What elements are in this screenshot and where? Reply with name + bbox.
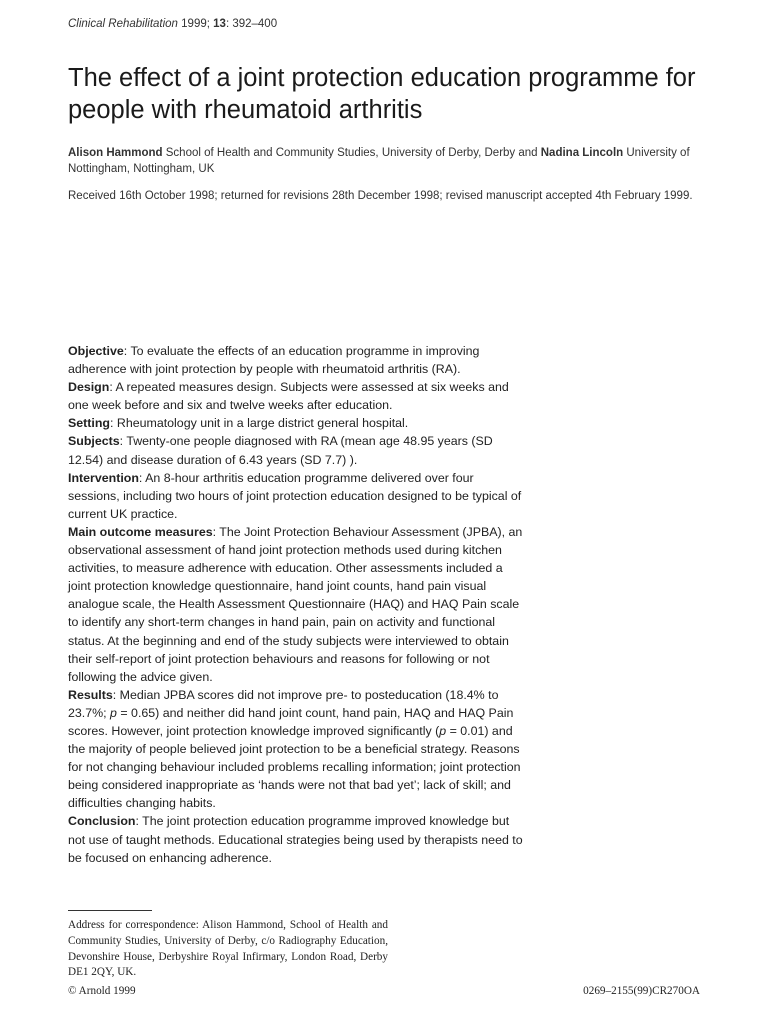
journal-volume: 13	[213, 18, 226, 30]
section-label: Objective	[68, 344, 124, 358]
section-label: Results	[68, 687, 113, 702]
section-text: : The Joint Protection Behaviour Assessment (JPBA), an observational assessment of hand joint protection methods used during kitchen activities, to measure adherence with education. Other assessments included a joint protection knowledge questionnaire, hand joint counts, hand pain visual analogue scale, the Health Assessment Questionnaire (HAQ) and HAQ Pain scale to identify any short-term changes in hand pain, pain on activity and functional status. At the beginning and end of the study subjects were interviewed to obtain their self-report of joint protection behaviours and reasons for following or not following the advice given.	[68, 524, 523, 684]
journal-name: Clinical Rehabilitation	[68, 18, 178, 30]
correspondence-address: Address for correspondence: Alison Hammond, School of Health and Community Studies, University of Derby, c/o Radiography Education, Devonshire House, Derbyshire Royal Infirmary, London Road, Derby DE1 2QY, UK.	[68, 919, 388, 979]
section-text: : Twenty-one people diagnosed with RA (mean age 48.95 years (SD 12.54) and disease duration of 6.43 years (SD 7.7) ).	[68, 434, 493, 467]
section-text: = 0.65) and neither did hand joint count, hand pain, HAQ and HAQ Pain scores. However, joint protection knowledge improved significantly (	[68, 705, 514, 738]
journal-citation	[68, 18, 277, 30]
abstract-design	[68, 378, 528, 414]
p-value-symbol: p	[439, 723, 447, 738]
abstract	[68, 342, 528, 867]
section-text: = 0.01) and the majority of people believed joint protection to be a beneficial strategy. Reasons for not changing behaviour included problems recalling information; joint protection being considered inappropriate as ‘hands were not that bad yet’; lack of skill; and difficulties changing habits.	[68, 723, 521, 811]
abstract-intervention	[68, 469, 528, 523]
author-affiliation: University of Nottingham, Nottingham, UK	[68, 147, 690, 175]
section-label: Main outcome measures	[68, 524, 213, 539]
abstract-conclusion	[68, 812, 528, 866]
article-title: The effect of a joint protection education programme for people with rheumatoid arthritis	[68, 64, 696, 124]
journal-year: 1999;	[181, 18, 210, 30]
author-list	[68, 145, 708, 177]
abstract-subjects	[68, 432, 528, 468]
abstract-outcome-measures	[68, 523, 528, 686]
section-label: Subjects	[68, 434, 120, 449]
abstract-objective	[68, 342, 528, 378]
abstract-results	[68, 686, 528, 813]
document-code: 0269–2155(99)CR270OA	[583, 985, 700, 997]
section-label: Setting	[68, 416, 110, 431]
footnote-divider	[68, 910, 152, 911]
p-value-symbol: p	[110, 705, 117, 720]
received-dates: Received 16th October 1998; returned for revisions 28th December 1998; revised manuscript accepted 4th February 1999.	[68, 190, 693, 202]
section-label: Design	[68, 380, 110, 395]
section-label: Intervention	[68, 470, 139, 485]
abstract-setting	[68, 414, 528, 432]
author-name: Nadina Lincoln	[540, 147, 624, 159]
section-text: : Rheumatology unit in a large district general hospital.	[110, 416, 409, 431]
section-text: : Median JPBA scores did not improve pre- to posteducation (18.4% to 23.7%;	[68, 687, 499, 720]
section-text: : An 8-hour arthritis education programme delivered over four sessions, including two hours of joint protection education designed to be typical of current UK practice.	[68, 470, 522, 521]
author-name: Alison Hammond	[68, 147, 163, 159]
section-label: Conclusion	[68, 814, 136, 829]
copyright-notice: © Arnold 1999	[68, 985, 136, 997]
section-text: : To evaluate the effects of an education programme in improving adherence with joint protection by people with rheumatoid arthritis (RA).	[68, 344, 480, 377]
section-text: : The joint protection education programme improved knowledge but not use of taught methods. Educational strategies being used by therapists need to be focused on enhancing adherence.	[68, 814, 523, 865]
author-affiliation: School of Health and Community Studies, University of Derby, Derby and	[162, 147, 541, 159]
section-text: : A repeated measures design. Subjects were assessed at six weeks and one week before and six and twelve weeks after education.	[68, 380, 509, 413]
journal-pages: : 392–400	[225, 18, 278, 30]
